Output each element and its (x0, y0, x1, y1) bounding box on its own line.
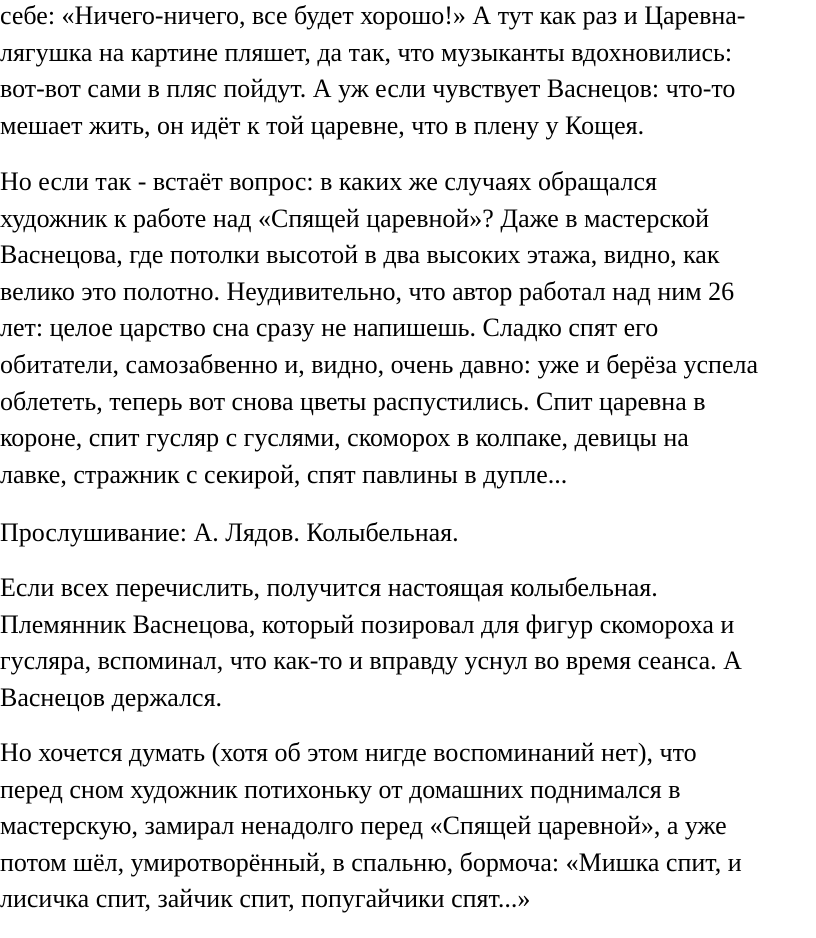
text-line: Но если так - встаёт вопрос: в каких же случаях обращался (0, 167, 657, 196)
text-line: мастерскую, замирал ненадолго перед «Спящей царевной», а уже (0, 811, 727, 841)
text-line: Прослушивание: А. Лядов. Колыбельная. (0, 518, 459, 547)
text-line: велико это полотно. Неудивительно, что автор работал над ним 26 (0, 276, 735, 306)
paragraph-tsarevna-frog (0, 0, 745, 144)
text-line: облететь, теперь вот снова цветы распустились. Спит царевна в (0, 386, 706, 416)
text-line: вот-вот сами в пляс пойдут. А уж если чувствует Васнецов: что-то (0, 74, 736, 104)
text-line: короне, спит гусляр с гуслями, скоморох в колпаке, девицы на (0, 423, 689, 453)
text-line: Васнецова, где потолки высотой в два высоких этажа, видно, как (0, 240, 720, 270)
text-line: лет: целое царство сна сразу не напишешь. Сладко спят его (0, 313, 659, 343)
paragraph-sleeping-princess (0, 164, 758, 493)
paragraph-listening (0, 515, 459, 552)
paragraph-before-sleep (0, 735, 742, 918)
text-line: потом шёл, умиротворённый, в спальню, бормоча: «Мишка спит, и (0, 847, 742, 877)
text-line: мешает жить, он идёт к той царевне, что в плену у Кощея. (0, 110, 645, 140)
text-line: Васнецов держался. (0, 682, 223, 712)
text-line: лягушка на картине пляшет, да так, что музыканты вдохновились: (0, 37, 733, 67)
text-line: Если всех перечислить, получится настоящая колыбельная. (0, 573, 658, 602)
text-line: лавке, стражник с секирой, спят павлины в дупле... (0, 459, 568, 489)
text-line: гусляра, вспоминал, что как-то и вправду уснул во время сеанса. А (0, 646, 742, 676)
text-line: Но хочется думать (хотя об этом нигде воспоминаний нет), что (0, 738, 697, 767)
text-line: Племянник Васнецова, который позировал для фигур скомороха и (0, 609, 735, 639)
text-line: себе: «Ничего-ничего, все будет хорошо!» А тут как раз и Царевна- (0, 1, 746, 30)
text-line: лисичка спит, зайчик спит, попугайчики спят...» (0, 884, 531, 914)
paragraph-lullaby (0, 570, 742, 716)
text-line: художник к работе над «Спящей царевной»? Даже в мастерской (0, 203, 710, 233)
text-line: перед сном художник потихоньку от домашних поднимался в (0, 774, 681, 804)
text-line: обитатели, самозабвенно и, видно, очень давно: уже и берёза успела (0, 349, 759, 379)
